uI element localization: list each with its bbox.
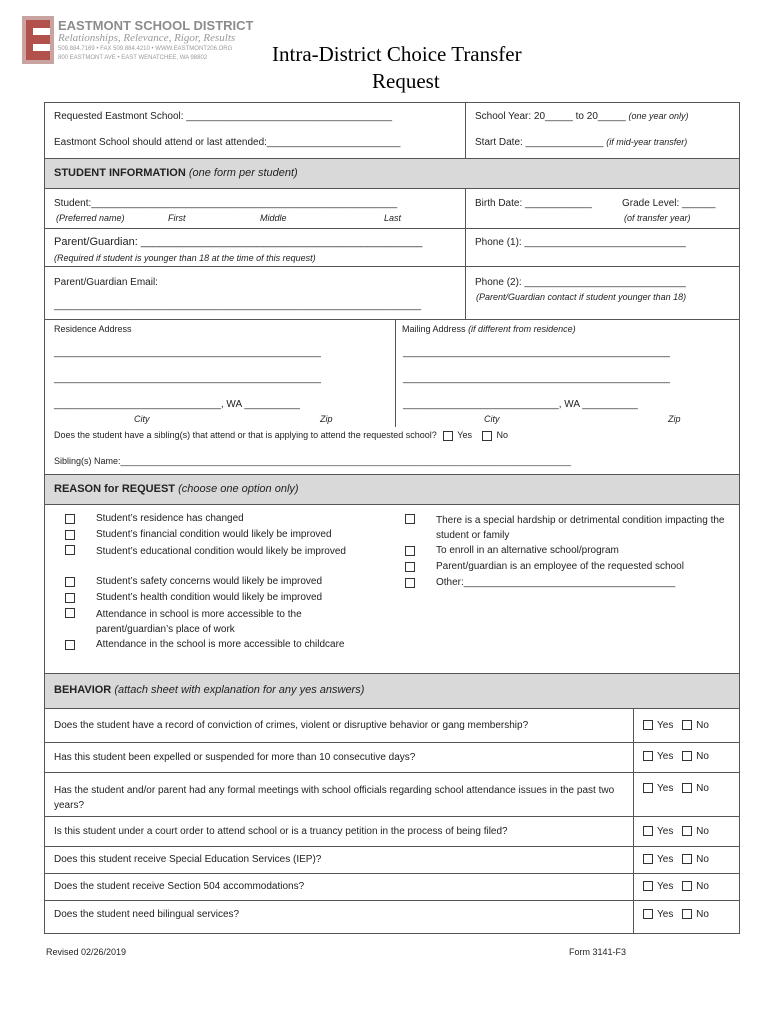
residence-zip-label: Zip bbox=[320, 414, 333, 424]
behavior-no-checkbox-0[interactable] bbox=[682, 720, 692, 730]
reason-heading-text: REASON for REQUEST bbox=[54, 483, 176, 495]
behavior-question-0: Does the student have a record of conviction of crimes, violent or disruptive behavior or gang membership? bbox=[54, 720, 529, 731]
reason-right-1: To enroll in an alternative school/program bbox=[436, 545, 619, 556]
reason-left-checkbox-5[interactable] bbox=[65, 608, 75, 618]
reason-left-checkbox-0[interactable] bbox=[65, 514, 75, 524]
school-year-label: School Year: 20_____ to 20_____ bbox=[475, 111, 626, 122]
reason-left-checkbox-3[interactable] bbox=[65, 577, 75, 587]
phone2-note: (Parent/Guardian contact if student younger than 18) bbox=[476, 292, 687, 302]
behavior-no-checkbox-6[interactable] bbox=[682, 909, 692, 919]
reason-left-checkbox-1[interactable] bbox=[65, 530, 75, 540]
district-logo-icon bbox=[22, 16, 54, 64]
behavior-question-1: Has this student been expelled or suspended for more than 10 consecutive days? bbox=[54, 752, 416, 763]
district-tagline: Relationships, Relevance, Rigor, Results bbox=[58, 32, 236, 44]
school-year-note: (one year only) bbox=[628, 111, 689, 121]
residence-line-1[interactable]: ________________________________________________ bbox=[54, 347, 321, 358]
guardian-note: (Required if student is younger than 18 at the time of this request) bbox=[54, 253, 316, 263]
student-info-heading-text: STUDENT INFORMATION bbox=[54, 167, 186, 179]
reason-right-checkbox-2[interactable] bbox=[405, 562, 415, 572]
district-name: EASTMONT SCHOOL DISTRICT bbox=[58, 18, 254, 33]
guardian-email-field[interactable]: __________________________________________________________________ bbox=[54, 300, 422, 311]
reason-right-checkbox-1[interactable] bbox=[405, 546, 415, 556]
residence-address-label: Residence Address bbox=[54, 324, 132, 334]
behavior-heading-note: (attach sheet with explanation for any yes answers) bbox=[114, 684, 365, 696]
behavior-answer-2 bbox=[643, 783, 709, 794]
mailing-zip-label: Zip bbox=[668, 414, 681, 424]
student-info-heading bbox=[54, 167, 298, 179]
behavior-yes-label-6: Yes bbox=[657, 909, 674, 920]
guardian-field[interactable]: Parent/Guardian: ______________________________________________ bbox=[54, 236, 423, 248]
behavior-no-checkbox-1[interactable] bbox=[682, 751, 692, 761]
start-date-note: (if mid-year transfer) bbox=[606, 137, 688, 147]
mailing-city-label: City bbox=[484, 414, 500, 424]
reason-right-0: There is a special hardship or detrimental condition impacting the student or family bbox=[436, 515, 725, 541]
behavior-no-label-6: No bbox=[696, 909, 709, 920]
mailing-city-zip[interactable]: ____________________________, WA __________ bbox=[403, 399, 638, 410]
behavior-answer-5 bbox=[643, 881, 709, 892]
behavior-heading bbox=[54, 684, 364, 696]
reason-left-checkbox-4[interactable] bbox=[65, 593, 75, 603]
behavior-question-3: Is this student under a court order to attend school or is a truancy petition in the process of being filed? bbox=[54, 826, 508, 837]
name-part-middle: Middle bbox=[260, 213, 287, 223]
behavior-no-checkbox-5[interactable] bbox=[682, 881, 692, 891]
start-date-label: Start Date: ______________ bbox=[475, 137, 604, 148]
reason-right-other[interactable]: Other:______________________________________ bbox=[436, 577, 676, 588]
page-title-line2: Request bbox=[372, 69, 440, 93]
behavior-answer-0 bbox=[643, 720, 709, 731]
behavior-yes-label-5: Yes bbox=[657, 881, 674, 892]
district-address: 800 EASTMONT AVE • EAST WENATCHEE, WA 98802 bbox=[58, 55, 208, 61]
residence-line-2[interactable]: ________________________________________________ bbox=[54, 373, 321, 384]
behavior-no-label-2: No bbox=[696, 783, 709, 794]
reason-left-checkbox-6[interactable] bbox=[65, 640, 75, 650]
sibling-question-text: Does the student have a sibling(s) that attend or that is applying to attend the requested school? bbox=[54, 430, 437, 440]
behavior-yes-label-3: Yes bbox=[657, 826, 674, 837]
behavior-no-checkbox-3[interactable] bbox=[682, 826, 692, 836]
behavior-no-label-3: No bbox=[696, 826, 709, 837]
reason-left-0: Student’s residence has changed bbox=[96, 513, 244, 524]
start-date-field[interactable] bbox=[475, 137, 687, 148]
behavior-question-6: Does the student need bilingual services? bbox=[54, 909, 240, 920]
name-part-first: First bbox=[168, 213, 186, 223]
reason-left-6: Attendance in the school is more accessible to childcare bbox=[96, 639, 345, 650]
phone1-field[interactable]: Phone (1): _____________________________ bbox=[475, 237, 686, 248]
behavior-yes-label-4: Yes bbox=[657, 854, 674, 865]
behavior-no-label-0: No bbox=[696, 720, 709, 731]
behavior-yes-checkbox-2[interactable] bbox=[643, 783, 653, 793]
behavior-question-2: Has the student and/or parent had any formal meetings with school officials regarding school attendance issues in the past two years? bbox=[54, 785, 615, 811]
district-logo bbox=[22, 16, 54, 64]
reason-right-checkbox-3[interactable] bbox=[405, 578, 415, 588]
mailing-address-text: Mailing Address bbox=[402, 324, 466, 334]
behavior-yes-label-0: Yes bbox=[657, 720, 674, 731]
phone2-field[interactable]: Phone (2): _____________________________ bbox=[475, 277, 686, 288]
reason-left-5: Attendance in school is more accessible to the parent/guardian’s place of work bbox=[96, 609, 302, 635]
grade-level-field[interactable]: Grade Level: ______ bbox=[622, 198, 716, 209]
behavior-answer-1 bbox=[643, 751, 709, 762]
behavior-no-label-1: No bbox=[696, 751, 709, 762]
behavior-answer-4 bbox=[643, 854, 709, 865]
behavior-heading-text: BEHAVIOR bbox=[54, 684, 112, 696]
form-number: Form 3141-F3 bbox=[569, 947, 627, 957]
reason-left-3: Student’s safety concerns would likely be improved bbox=[96, 576, 323, 587]
reason-heading bbox=[54, 483, 299, 495]
behavior-question-5: Does the student receive Section 504 accommodations? bbox=[54, 881, 305, 892]
reason-heading-note: (choose one option only) bbox=[178, 483, 299, 495]
mailing-address-note: (if different from residence) bbox=[468, 324, 576, 334]
school-year-field[interactable] bbox=[475, 111, 689, 122]
behavior-question-4: Does this student receive Special Education Services (IEP)? bbox=[54, 854, 322, 865]
student-info-heading-note: (one form per student) bbox=[188, 167, 298, 179]
requested-school-field[interactable]: Requested Eastmont School: _____________________________________ bbox=[54, 111, 393, 122]
birth-date-field[interactable]: Birth Date: ____________ bbox=[475, 198, 592, 209]
behavior-yes-checkbox-5[interactable] bbox=[643, 881, 653, 891]
behavior-no-checkbox-4[interactable] bbox=[682, 854, 692, 864]
sibling-no-label: No bbox=[496, 430, 508, 440]
sibling-no-checkbox[interactable] bbox=[482, 431, 492, 441]
guardian-email-label: Parent/Guardian Email: bbox=[54, 277, 158, 288]
behavior-yes-checkbox-6[interactable] bbox=[643, 909, 653, 919]
behavior-yes-label-2: Yes bbox=[657, 783, 674, 794]
sibling-yes-checkbox[interactable] bbox=[443, 431, 453, 441]
behavior-no-label-4: No bbox=[696, 854, 709, 865]
reason-left-2: Student’s educational condition would likely be improved bbox=[96, 546, 346, 557]
page-title-line1: Intra-District Choice Transfer bbox=[272, 42, 522, 66]
behavior-yes-checkbox-0[interactable] bbox=[643, 720, 653, 730]
reason-right-2: Parent/guardian is an employee of the requested school bbox=[436, 561, 684, 572]
student-name-field[interactable]: Student:_______________________________________________________ bbox=[54, 198, 398, 209]
behavior-yes-label-1: Yes bbox=[657, 751, 674, 762]
behavior-yes-checkbox-1[interactable] bbox=[643, 751, 653, 761]
district-contact: 509.884.7169 • FAX 509.884.4210 • WWW.EASTMONT206.ORG bbox=[58, 46, 233, 52]
residence-city-label: City bbox=[134, 414, 150, 424]
behavior-answer-6 bbox=[643, 909, 709, 920]
mailing-line-1[interactable]: ________________________________________________ bbox=[403, 347, 670, 358]
revised-date: Revised 02/26/2019 bbox=[46, 947, 127, 957]
behavior-yes-checkbox-4[interactable] bbox=[643, 854, 653, 864]
attend-school-field[interactable]: Eastmont School should attend or last attended:________________________ bbox=[54, 137, 401, 148]
reason-left-checkbox-2[interactable] bbox=[65, 545, 75, 555]
behavior-yes-checkbox-3[interactable] bbox=[643, 826, 653, 836]
reason-right-checkbox-0[interactable] bbox=[405, 514, 415, 524]
residence-city-zip[interactable]: ______________________________, WA __________ bbox=[54, 399, 300, 410]
sibling-names-field[interactable]: Sibling(s) Name:__________________________________________________________________________________________ bbox=[54, 456, 572, 466]
grade-level-note: (of transfer year) bbox=[624, 213, 691, 223]
behavior-no-checkbox-2[interactable] bbox=[682, 783, 692, 793]
behavior-answer-3 bbox=[643, 826, 709, 837]
sibling-question bbox=[54, 430, 508, 441]
mailing-address-label bbox=[402, 324, 576, 334]
mailing-line-2[interactable]: ________________________________________________ bbox=[403, 373, 670, 384]
behavior-no-label-5: No bbox=[696, 881, 709, 892]
reason-left-1: Student’s financial condition would likely be improved bbox=[96, 529, 332, 540]
name-part-preferred: (Preferred name) bbox=[56, 213, 125, 223]
reason-left-4: Student’s health condition would likely be improved bbox=[96, 592, 323, 603]
sibling-yes-label: Yes bbox=[457, 430, 472, 440]
name-part-last: Last bbox=[384, 213, 402, 223]
